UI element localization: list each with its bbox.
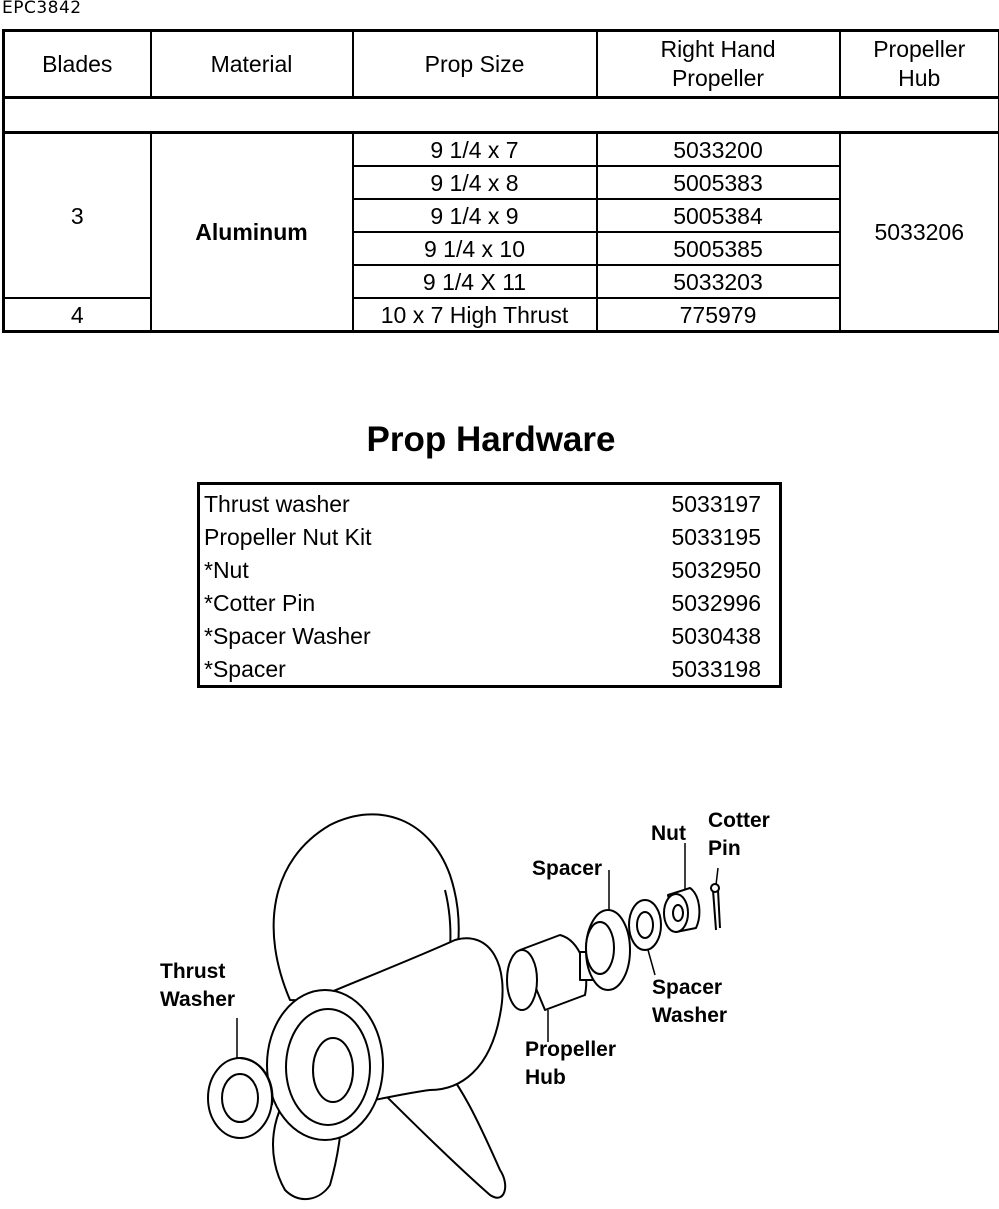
table-row (4, 133, 999, 167)
label-cotter: Cotter (708, 809, 770, 832)
propeller-exploded-diagram (0, 780, 999, 1209)
item-name: *Cotter Pin (204, 590, 316, 616)
prop-size-cell: 9 1/4 x 10 (353, 232, 597, 265)
rh-part-cell: 5005384 (597, 199, 840, 232)
rh-part-cell: 5005385 (597, 232, 840, 265)
cotter-pin-part (713, 890, 720, 930)
table-header-row (4, 31, 999, 98)
hub-part-cell: 5033206 (840, 133, 999, 332)
item-part: 5032950 (671, 557, 761, 583)
label-propeller-hub-2: Hub (525, 1066, 566, 1089)
prop-size-cell: 9 1/4 x 9 (353, 199, 597, 232)
label-spacer-washer-2: Washer (652, 1004, 728, 1027)
hardware-list (197, 482, 782, 688)
prop-size-cell: 9 1/4 x 8 (353, 166, 597, 199)
item-name: Propeller Nut Kit (204, 524, 372, 550)
label-propeller-hub-1: Propeller (525, 1038, 617, 1061)
separator-row (4, 98, 999, 133)
item-part: 5030438 (671, 623, 761, 649)
prop-size-cell: 9 1/4 X 11 (353, 265, 597, 298)
list-item (204, 620, 761, 653)
prop-size-cell: 9 1/4 x 7 (353, 133, 597, 167)
list-item (204, 587, 761, 620)
rh-part-cell: 5005383 (597, 166, 840, 199)
item-name: *Nut (204, 557, 249, 583)
item-part: 5032996 (671, 590, 761, 616)
item-name: *Spacer Washer (204, 623, 371, 649)
prop-size-cell: 10 x 7 High Thrust (353, 298, 597, 332)
list-item (204, 653, 761, 686)
header-prop-size: Prop Size (353, 31, 597, 98)
document-id: EPC3842 (2, 0, 82, 18)
label-nut: Nut (651, 822, 686, 845)
rh-part-cell: 5033203 (597, 265, 840, 298)
propeller-table (2, 29, 999, 333)
item-part: 5033198 (671, 656, 761, 682)
header-material: Material (151, 31, 353, 98)
header-blades: Blades (4, 31, 151, 98)
label-thrust-washer: Washer (160, 988, 236, 1011)
item-part: 5033197 (671, 491, 761, 517)
material-cell: Aluminum (151, 133, 353, 332)
hardware-title: Prop Hardware (366, 420, 616, 459)
header-right-hand-propeller: Right Hand Propeller (597, 31, 840, 98)
item-part: 5033195 (671, 524, 761, 550)
header-propeller-hub: Propeller Hub (840, 31, 999, 98)
label-spacer-washer-1: Spacer (652, 976, 723, 999)
list-item (204, 521, 761, 554)
list-item (204, 554, 761, 587)
label-thrust: Thrust (160, 960, 226, 983)
item-name: Thrust washer (204, 491, 350, 517)
blades-cell: 3 (4, 133, 151, 299)
label-spacer: Spacer (532, 857, 603, 880)
list-item (204, 488, 761, 521)
item-name: *Spacer (204, 656, 286, 682)
rh-part-cell: 5033200 (597, 133, 840, 167)
blades-cell: 4 (4, 298, 151, 332)
rh-part-cell: 775979 (597, 298, 840, 332)
label-pin: Pin (708, 837, 741, 860)
